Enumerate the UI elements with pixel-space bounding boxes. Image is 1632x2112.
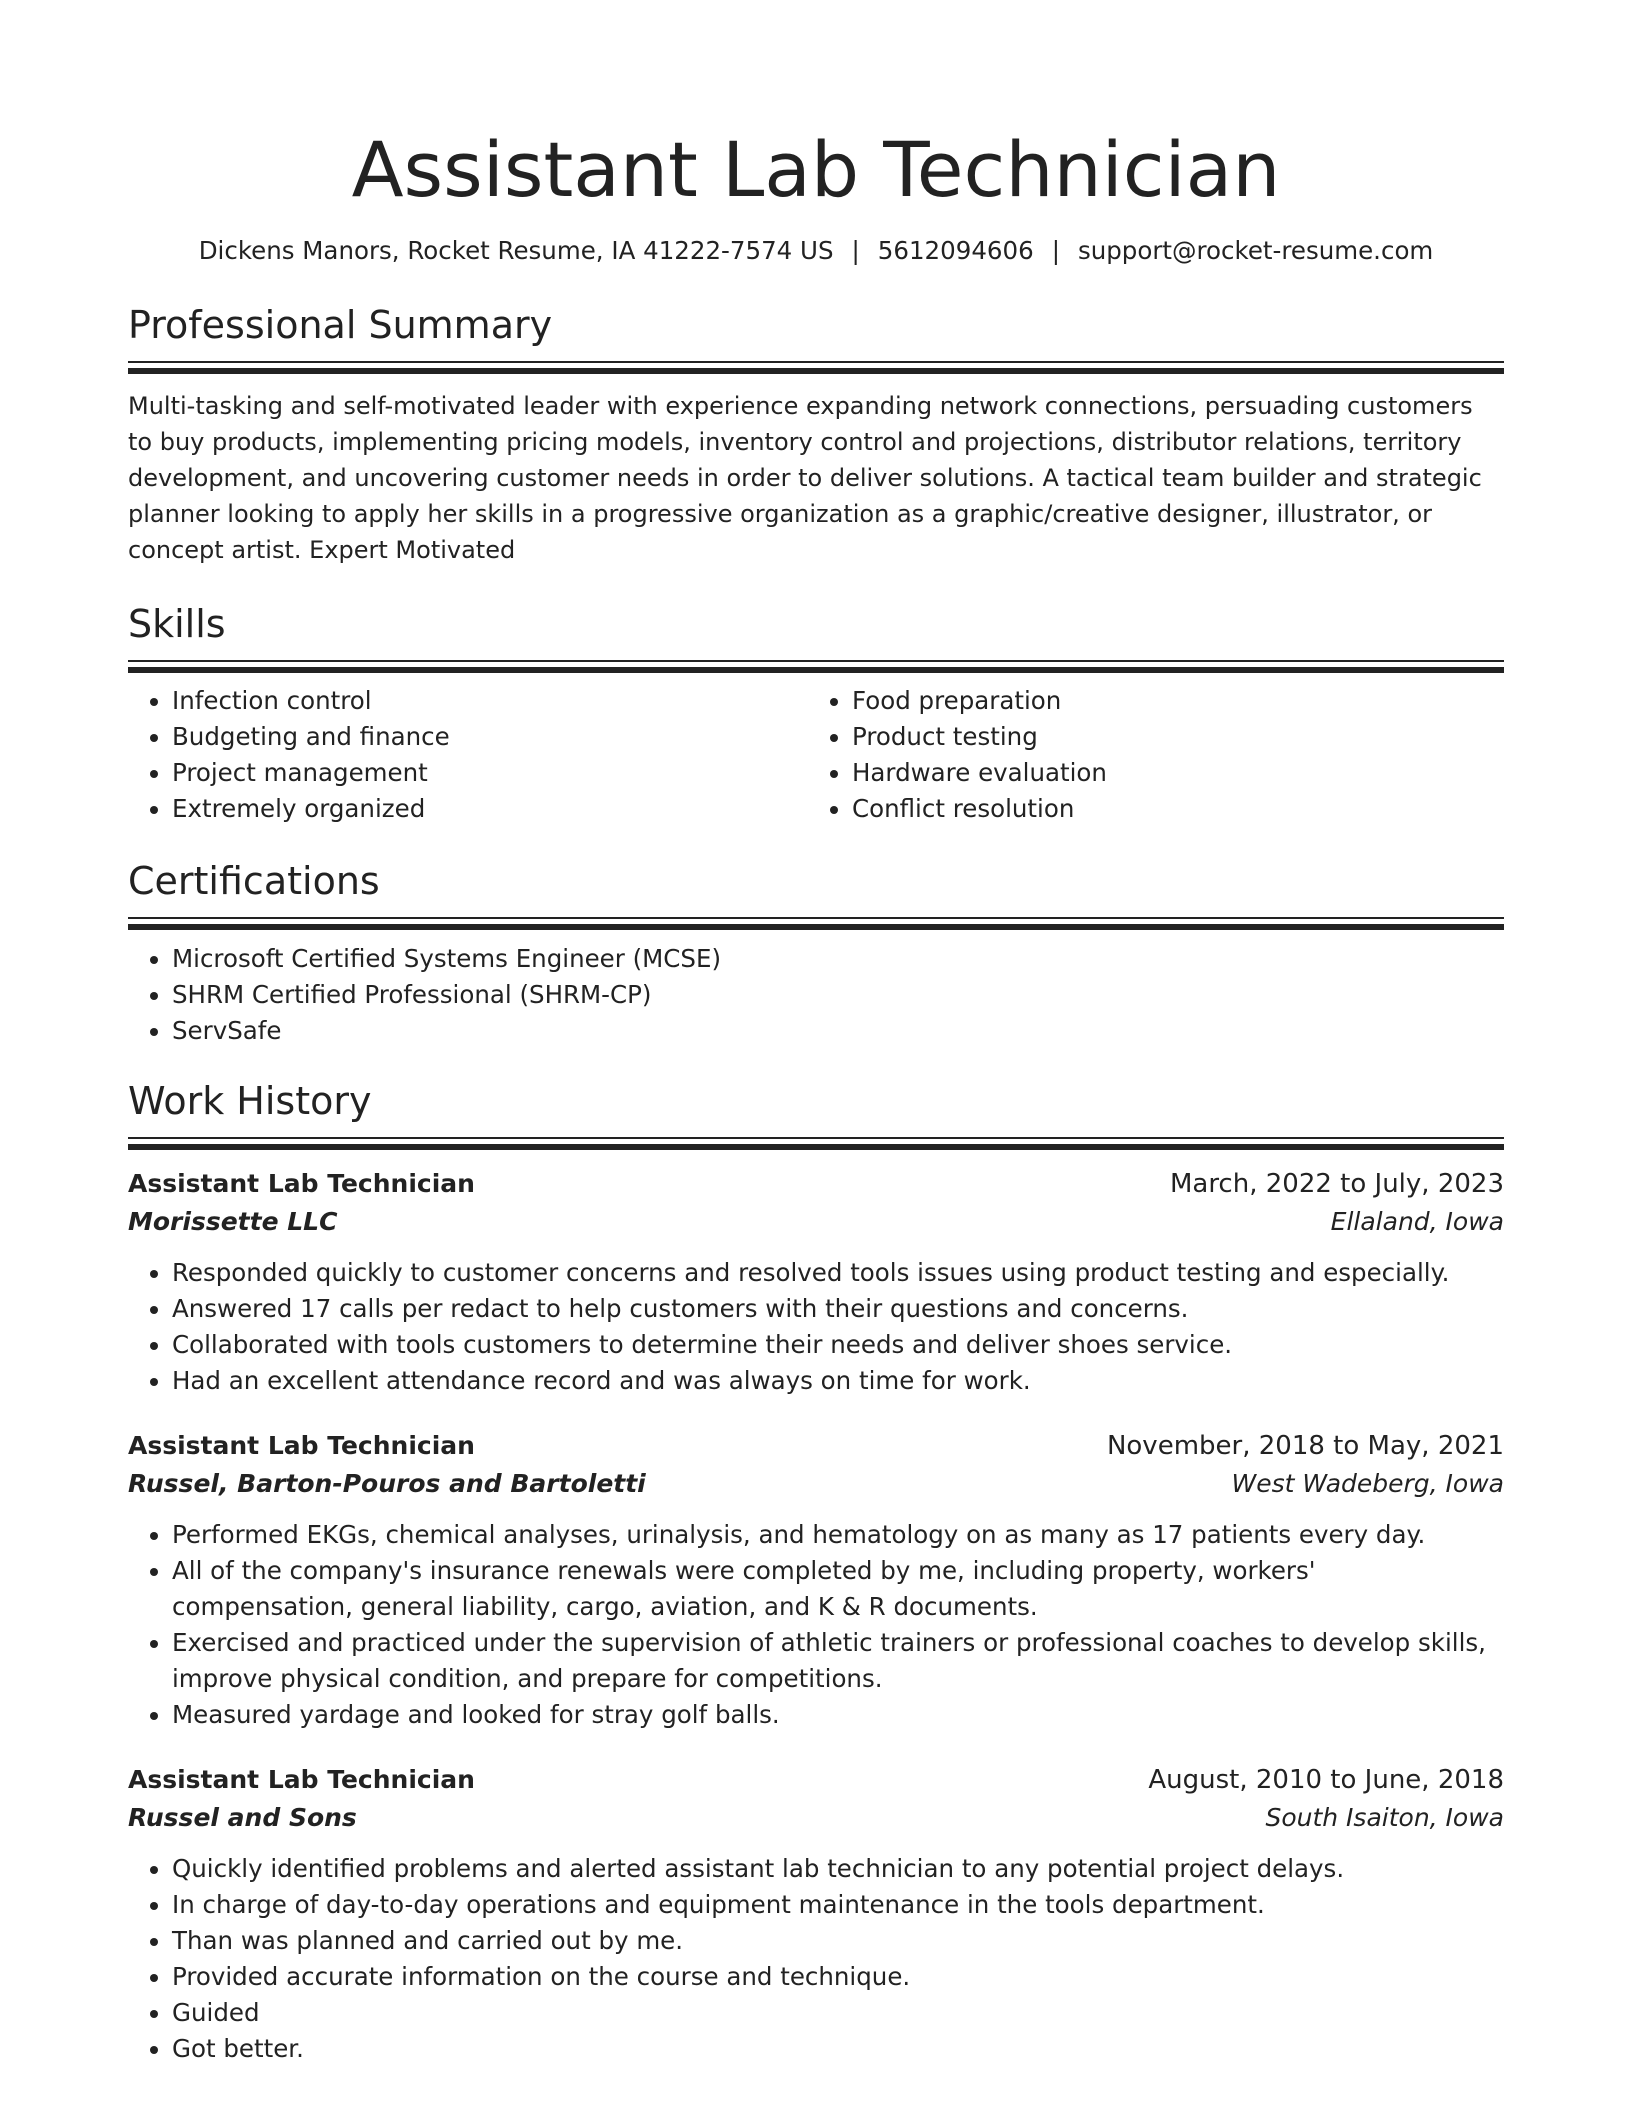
section-divider-thick — [128, 924, 1504, 930]
job-bullet: • Got better. — [172, 2031, 1504, 2067]
job-bullets — [128, 1517, 1504, 1733]
skill-item: • Project management — [172, 755, 806, 791]
job-bullet: • Provided accurate information on the course and technique. — [172, 1959, 1504, 1995]
job-dates: March, 2022 to July, 2023 — [1169, 1169, 1504, 1199]
job-bullet: • Answered 17 calls per redact to help customers with their questions and concerns. — [172, 1291, 1504, 1327]
job-location: West Wadeberg, Iowa — [1231, 1469, 1504, 1498]
section-divider-thick — [128, 1144, 1504, 1150]
job-bullet: • All of the company's insurance renewals were completed by me, including property, workers' compensation, general liability, cargo, aviation, and K & R documents. — [172, 1553, 1504, 1625]
job-company: Russel, Barton-Pouros and Bartoletti — [128, 1469, 646, 1498]
job-bullet: • Exercised and practiced under the supervision of athletic trainers or professional coaches to develop skills, improve physical condition, and prepare for competitions. — [172, 1625, 1504, 1697]
candidate-name: Assistant Lab Technician — [351, 125, 1281, 214]
section-divider — [128, 361, 1504, 363]
job-title: Assistant Lab Technician — [128, 1431, 475, 1460]
job-bullet: • Collaborated with tools customers to determine their needs and deliver shoes service. — [172, 1327, 1504, 1363]
skills-columns — [128, 683, 1504, 827]
skill-item: • Product testing — [852, 719, 1492, 755]
job-bullet: • Quickly identified problems and alerted assistant lab technician to any potential project delays. — [172, 1851, 1504, 1887]
section-title-skills: Skills — [128, 602, 226, 646]
job-company-row — [128, 1465, 1504, 1503]
resume-page — [128, 0, 1504, 2067]
job-entry — [128, 1761, 1504, 2067]
job-entry — [128, 1165, 1504, 1399]
job-company-row — [128, 1203, 1504, 1241]
job-header-row — [128, 1761, 1504, 1799]
contact-address: Dickens Manors, Rocket Resume, IA 41222-7574 US — [198, 236, 834, 265]
contact-email: support@rocket-resume.com — [1077, 236, 1434, 265]
job-location: South Isaiton, Iowa — [1265, 1803, 1504, 1832]
section-title-work-history: Work History — [128, 1079, 372, 1123]
work-history-section — [128, 1077, 1504, 2067]
section-divider — [128, 917, 1504, 919]
skill-item: • Hardware evaluation — [852, 755, 1492, 791]
job-bullet: • Measured yardage and looked for stray golf balls. — [172, 1697, 1504, 1733]
job-entry — [128, 1427, 1504, 1733]
contact-phone: 5612094606 — [877, 236, 1034, 265]
job-location: Ellaland, Iowa — [1330, 1207, 1504, 1236]
section-divider-thick — [128, 368, 1504, 374]
skills-list-left — [128, 683, 806, 827]
skills-list-right — [806, 683, 1492, 827]
job-title: Assistant Lab Technician — [128, 1169, 475, 1198]
job-dates: August, 2010 to June, 2018 — [1148, 1765, 1504, 1795]
summary-text: Multi-tasking and self-motivated leader with experience expanding network connections, persuading customers to buy products, implementing pricing models, inventory control and projections, distributor relations, territory development, and uncovering customer needs in order to deliver solutions. A tactical team builder and strategic planner looking to apply her skills in a progressive organization as a graphic/creative designer, illustrator, or concept artist. Expert Motivated — [128, 392, 1482, 564]
job-bullet: • Performed EKGs, chemical analyses, urinalysis, and hematology on as many as 17 patients every day. — [172, 1517, 1504, 1553]
section-divider — [128, 660, 1504, 662]
job-bullet: • Guided — [172, 1995, 1504, 2031]
job-bullet: • Responded quickly to customer concerns and resolved tools issues using product testing and especially. — [172, 1255, 1504, 1291]
skill-item: • Conflict resolution — [852, 791, 1492, 827]
job-bullet: • In charge of day-to-day operations and equipment maintenance in the tools department. — [172, 1887, 1504, 1923]
contact-separator: | — [851, 236, 860, 265]
job-dates: November, 2018 to May, 2021 — [1106, 1431, 1504, 1461]
section-divider — [128, 1137, 1504, 1139]
skill-item: • Budgeting and finance — [172, 719, 806, 755]
job-bullets — [128, 1255, 1504, 1399]
job-company: Russel and Sons — [128, 1803, 357, 1832]
job-header-row — [128, 1165, 1504, 1203]
job-header-row — [128, 1427, 1504, 1465]
certification-item: • Microsoft Certified Systems Engineer (MCSE) — [172, 941, 1504, 977]
skill-item: • Infection control — [172, 683, 806, 719]
job-bullet: • Than was planned and carried out by me. — [172, 1923, 1504, 1959]
certifications-list — [128, 941, 1504, 1049]
job-company: Morissette LLC — [128, 1207, 338, 1236]
job-bullets — [128, 1851, 1504, 2067]
summary-section — [128, 301, 1504, 568]
certification-item: • SHRM Certified Professional (SHRM-CP) — [172, 977, 1504, 1013]
certifications-section — [128, 857, 1504, 1049]
skill-item: • Food preparation — [852, 683, 1492, 719]
contact-line — [128, 234, 1504, 268]
skill-item: • Extremely organized — [172, 791, 806, 827]
skills-section — [128, 600, 1504, 827]
certification-item: • ServSafe — [172, 1013, 1504, 1049]
section-title-certifications: Certifications — [128, 859, 380, 903]
job-bullet: • Had an excellent attendance record and was always on time for work. — [172, 1363, 1504, 1399]
job-title: Assistant Lab Technician — [128, 1765, 475, 1794]
contact-separator: | — [1051, 236, 1060, 265]
section-title-summary: Professional Summary — [128, 303, 553, 347]
section-divider-thick — [128, 667, 1504, 673]
job-company-row — [128, 1799, 1504, 1837]
